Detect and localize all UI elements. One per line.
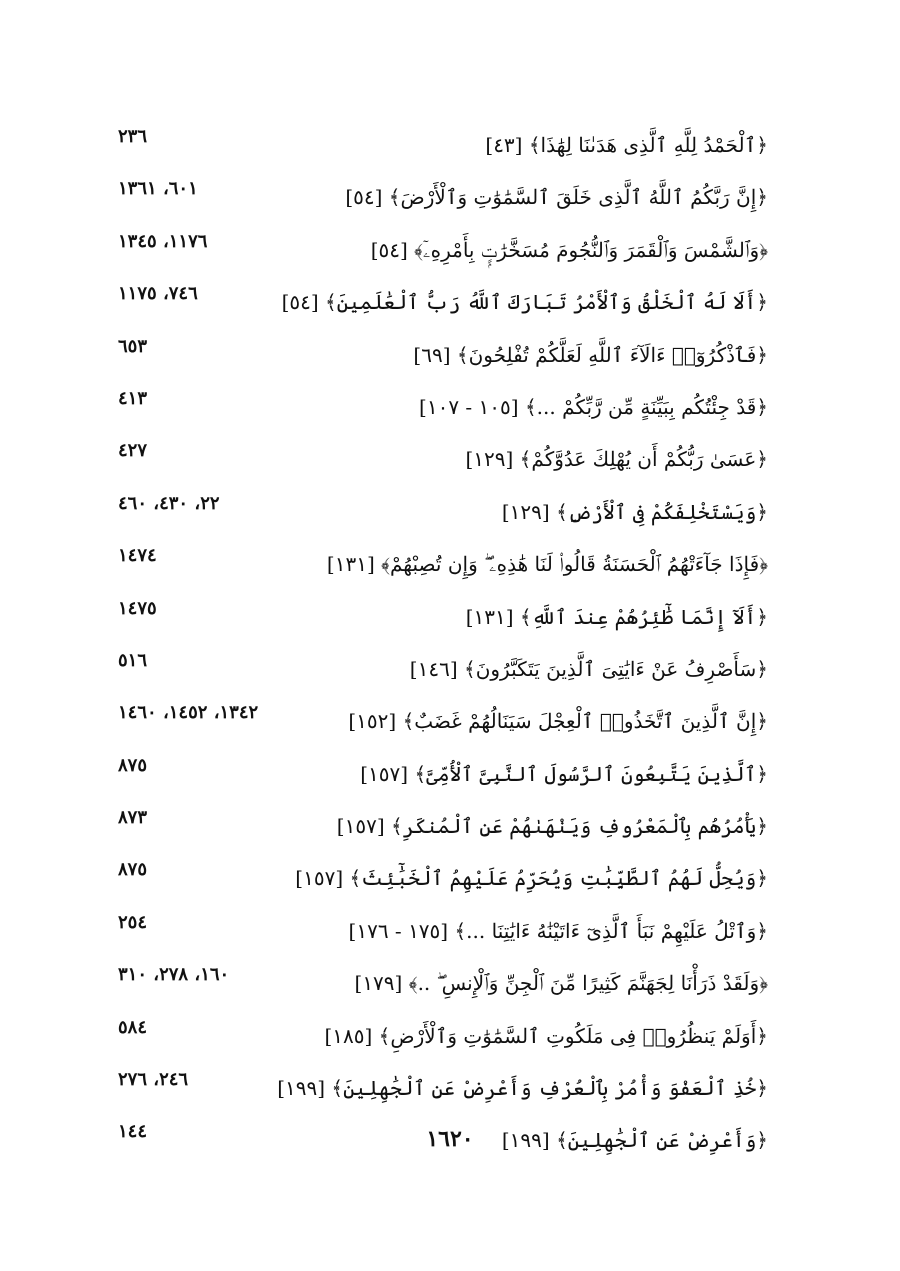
verse-text: ﴿أَلَآ إِنَّمَا طَٰٓئِرُهُمْ عِندَ ٱللَّهِ﴾ [١٣١] [465, 604, 768, 629]
page-references: ٨٧٣ [118, 807, 148, 829]
index-entry [118, 385, 768, 437]
page-references: ٢٢، ٤٣٠، ٤٦٠ [118, 492, 220, 514]
index-entry [118, 961, 768, 1013]
page-references: ١٤٧٤ [118, 545, 157, 567]
index-entry [118, 175, 768, 227]
page-references: ١٤٤ [118, 1121, 148, 1143]
page-number: ١٦٢٠ [426, 1126, 474, 1152]
page-references: ٢٣٦ [118, 126, 148, 147]
verse-text: ﴿إِنَّ رَبَّكُمُ ٱللَّهُ ٱلَّذِى خَلَقَ ٱلسَّمَٰوَٰتِ وَٱلْأَرْضَ﴾ [٥٤] [345, 185, 768, 210]
page-references: ٧٤٦، ١١٧٥ [118, 283, 198, 305]
verse-text: ﴿وَأَعْرِضْ عَنِ ٱلْجَٰهِلِينَ﴾ [١٩٩] [501, 1128, 768, 1153]
verse-text: ﴿وَلَقَدْ ذَرَأْنَا لِجَهَنَّمَ كَثِيرًا مِّنَ ٱلْجِنِّ وَٱلْإِنسِ ۖ ..﴾ [١٧٩] [354, 971, 768, 996]
verse-text: ﴿خُذِ ٱلْعَفْوَ وَأْمُرْ بِٱلْعُرْفِ وَأَعْرِضْ عَنِ ٱلْجَٰهِلِينَ﴾ [١٩٩] [277, 1076, 768, 1101]
index-entry [118, 804, 768, 856]
page-references: ٤١٣ [118, 387, 148, 409]
verse-text: ﴿وَٱلشَّمْسَ وَٱلْقَمَرَ وَٱلنُّجُومَ مُسَخَّرَٰتٍۭ بِأَمْرِهِۦٓ﴾ [٥٤] [370, 237, 768, 262]
index-entry [118, 699, 768, 751]
page-references: ١٤٧٥ [118, 597, 157, 619]
verse-text: ﴿ٱلْحَمْدُ لِلَّهِ ٱلَّذِى هَدَىٰنَا لِهَٰذَا﴾ [٤٣] [485, 133, 768, 157]
verse-text: ﴿فَإِذَا جَآءَتْهُمُ ٱلْحَسَنَةُ قَالُوا۟ لَنَا هَٰذِهِۦ ۖ وَإِن تُصِبْهُمْ﴾ [١٣١] [326, 552, 768, 577]
page-references: ٤٢٧ [118, 440, 148, 462]
index-entry [118, 228, 768, 280]
verse-text: ﴿يَأْمُرُهُم بِٱلْمَعْرُوفِ وَيَنْهَىٰهُمْ عَنِ ٱلْمُنكَرِ﴾ [١٥٧] [336, 814, 768, 839]
page-references: ٨٧٥ [118, 859, 148, 881]
index-entry [118, 909, 768, 961]
verse-text: ﴿ٱلَّذِينَ يَتَّبِعُونَ ٱلرَّسُولَ ٱلنَّبِىَّ ٱلْأُمِّىَّ﴾ [١٥٧] [360, 761, 768, 786]
index-entry [118, 280, 768, 332]
verse-text: ﴿عَسَىٰ رَبُّكُمْ أَن يُهْلِكَ عَدُوَّكُمْ﴾ [١٢٩] [465, 447, 768, 472]
page-references: ١١٧٦، ١٣٤٥ [118, 230, 208, 252]
verse-text: ﴿فَٱذْكُرُوٓا۟ ءَالَآءَ ٱللَّهِ لَعَلَّكُمْ تُفْلِحُونَ﴾ [٦٩] [413, 342, 768, 367]
index-entry [118, 647, 768, 699]
page-references: ١٦٠، ٢٧٨، ٣١٠ [118, 964, 230, 986]
verse-text: ﴿أَوَلَمْ يَنظُرُوا۟ فِى مَلَكُوتِ ٱلسَّمَٰوَٰتِ وَٱلْأَرْضِ﴾ [١٨٥] [324, 1023, 768, 1048]
verse-index-list [118, 123, 768, 1171]
verse-text: ﴿أَلَا لَهُ ٱلْخَلْقُ وَٱلْأَمْرُ تَبَارَكَ ٱللَّهُ رَبُّ ٱلْعَٰلَمِينَ﴾ [٥٤] [281, 290, 768, 315]
index-entry [118, 333, 768, 385]
verse-text: ﴿إِنَّ ٱلَّذِينَ ٱتَّخَذُوا۟ ٱلْعِجْلَ سَيَنَالُهُمْ غَضَبٌ﴾ [١٥٢] [348, 709, 768, 734]
page-references: ١٣٤٢، ١٤٥٢، ١٤٦٠ [118, 702, 259, 724]
index-entry [118, 437, 768, 489]
verse-text: ﴿وَيُحِلُّ لَهُمُ ٱلطَّيِّبَٰتِ وَيُحَرِّمُ عَلَيْهِمُ ٱلْخَبَٰٓئِثَ﴾ [١٥٧] [295, 866, 768, 891]
index-entry [118, 856, 768, 908]
index-entry [118, 1066, 768, 1118]
verse-text: ﴿وَيَسْتَخْلِفَكُمْ فِى ٱلْأَرْضِ﴾ [١٢٩] [501, 499, 768, 524]
page-references: ٥١٦ [118, 649, 148, 671]
page-references: ٢٤٦، ٢٧٦ [118, 1069, 189, 1091]
index-entry [118, 595, 768, 647]
page-references: ٥٨٤ [118, 1016, 148, 1038]
index-entry [118, 490, 768, 542]
page-references: ٨٧٥ [118, 754, 148, 776]
page-references: ٦٠١، ١٣٦١ [118, 178, 198, 200]
index-entry [118, 1014, 768, 1066]
verse-text: ﴿سَأَصْرِفُ عَنْ ءَايَٰتِىَ ٱلَّذِينَ يَتَكَبَّرُونَ﴾ [١٤٦] [409, 656, 768, 681]
page-references: ٢٥٤ [118, 911, 148, 933]
index-entry [118, 542, 768, 594]
page-references: ٦٥٣ [118, 335, 148, 357]
index-entry [118, 752, 768, 804]
verse-text: ﴿قَدْ جِئْتُكُم بِبَيِّنَةٍ مِّن رَّبِّكُمْ ...﴾ [١٠٥ - ١٠٧] [419, 394, 768, 419]
index-entry [118, 123, 768, 175]
verse-text: ﴿وَٱتْلُ عَلَيْهِمْ نَبَأَ ٱلَّذِىٓ ءَاتَيْنَٰهُ ءَايَٰتِنَا ...﴾ [١٧٥ - ١٧٦] [348, 918, 768, 943]
